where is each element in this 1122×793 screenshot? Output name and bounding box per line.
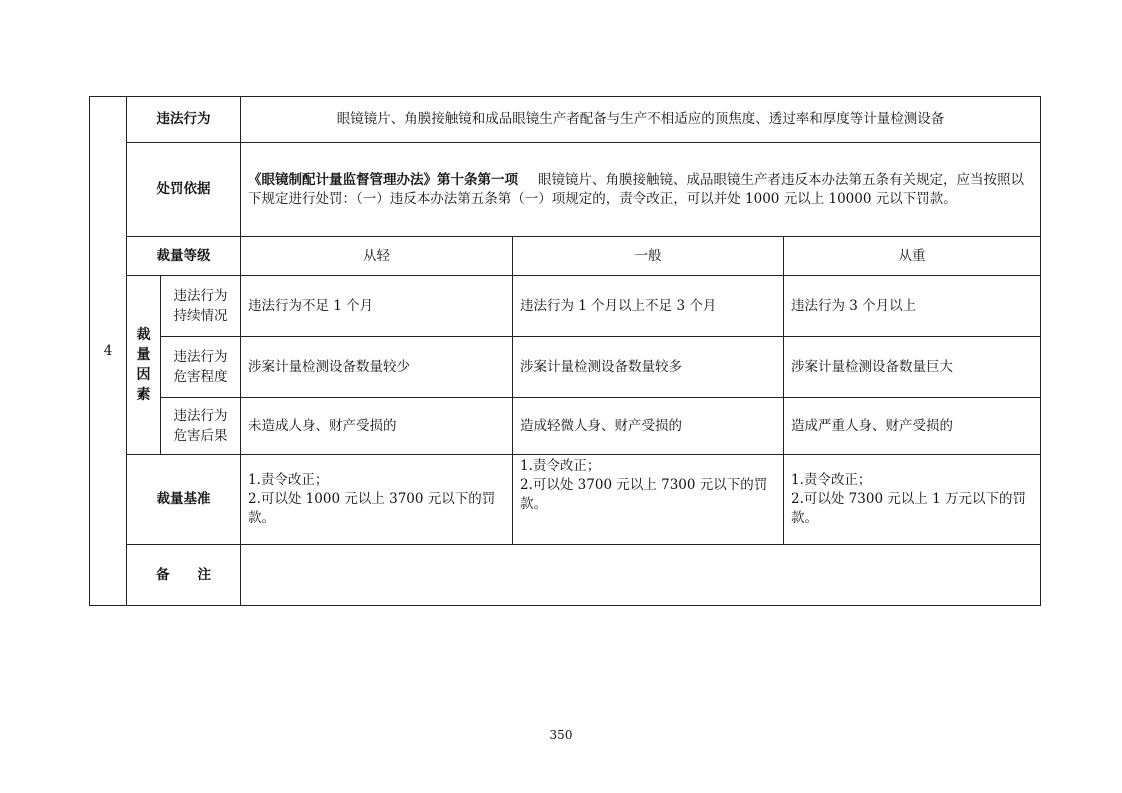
factor-name-line: 危害程度 — [173, 369, 228, 385]
factor-name-line: 违法行为 — [173, 288, 228, 304]
standard-line: 2.可以处 3700 元以上 7300 元以下的罚 — [520, 477, 768, 493]
factor-heavy: 造成严重人身、财产受损的 — [784, 398, 1041, 455]
page-number: 350 — [549, 728, 573, 742]
remark-row — [90, 545, 1041, 606]
factor-row-duration — [90, 276, 1041, 337]
standard-heavy — [784, 455, 1041, 545]
factor-name — [161, 337, 241, 398]
level-heavy: 从重 — [784, 237, 1041, 276]
standard-line: 2.可以处 7300 元以上 1 万元以下的罚 — [791, 491, 1026, 507]
levels-row — [90, 237, 1041, 276]
basis-law-title: 《眼镜制配计量监督管理办法》第十条第一项 — [248, 171, 518, 188]
standard-label: 裁量基准 — [127, 455, 241, 545]
factor-heavy: 涉案计量检测设备数量巨大 — [784, 337, 1041, 398]
remark-content — [241, 545, 1041, 606]
standard-line: 1.责令改正； — [791, 472, 872, 488]
factor-row-consequence — [90, 398, 1041, 455]
standard-normal — [513, 455, 784, 545]
factor-name — [161, 276, 241, 337]
remark-label-char: 注 — [197, 566, 211, 583]
standard-line: 2.可以处 1000 元以上 3700 元以下的罚 — [248, 491, 496, 507]
factor-normal: 涉案计量检测设备数量较多 — [513, 337, 784, 398]
basis-row — [90, 143, 1041, 237]
level-light: 从轻 — [241, 237, 513, 276]
factor-light: 未造成人身、财产受损的 — [241, 398, 513, 455]
remark-label — [127, 545, 241, 606]
factor-name-line: 持续情况 — [173, 308, 228, 324]
basis-text: 眼镜镜片、角膜接触镜、成品眼镜生产者违反本办法第五条有关规定，应当按照以下规定进行处罚：（一）违反本办法第五条第（一）项规定的，责令改正，可以并处 1000 元以上 10000 元以下罚款。 — [248, 171, 1024, 207]
standard-line: 1.责令改正； — [248, 472, 329, 488]
levels-label: 裁量等级 — [127, 237, 241, 276]
violation-label: 违法行为 — [127, 97, 241, 143]
factor-light: 违法行为不足 1 个月 — [241, 276, 513, 337]
factors-label — [127, 276, 161, 455]
penalty-discretion-table — [89, 96, 1041, 606]
standard-line: 款。 — [520, 496, 547, 512]
basis-label: 处罚依据 — [127, 143, 241, 237]
factor-normal: 违法行为 1 个月以上不足 3 个月 — [513, 276, 784, 337]
standard-line: 款。 — [791, 510, 818, 526]
violation-text: 眼镜镜片、角膜接触镜和成品眼镜生产者配备与生产不相适应的顶焦度、透过率和厚度等计量检测设备 — [241, 97, 1041, 143]
factor-row-severity — [90, 337, 1041, 398]
factors-label-char: 量 — [136, 347, 151, 363]
standard-light — [241, 455, 513, 545]
factor-light: 涉案计量检测设备数量较少 — [241, 337, 513, 398]
factor-name-line: 违法行为 — [173, 408, 228, 424]
standard-row — [90, 455, 1041, 545]
factor-name-line: 违法行为 — [173, 349, 228, 365]
factors-label-char: 素 — [136, 387, 151, 403]
factor-normal: 造成轻微人身、财产受损的 — [513, 398, 784, 455]
standard-line: 款。 — [248, 510, 275, 526]
level-normal: 一般 — [513, 237, 784, 276]
factor-heavy: 违法行为 3 个月以上 — [784, 276, 1041, 337]
basis-content — [241, 143, 1041, 237]
factor-name — [161, 398, 241, 455]
violation-row — [90, 97, 1041, 143]
factors-label-char: 因 — [136, 367, 151, 383]
standard-line: 1.责令改正； — [520, 458, 601, 474]
factor-name-line: 危害后果 — [173, 428, 228, 444]
item-number: 4 — [90, 97, 127, 606]
remark-label-char: 备 — [156, 566, 170, 583]
factors-label-char: 裁 — [136, 327, 151, 343]
